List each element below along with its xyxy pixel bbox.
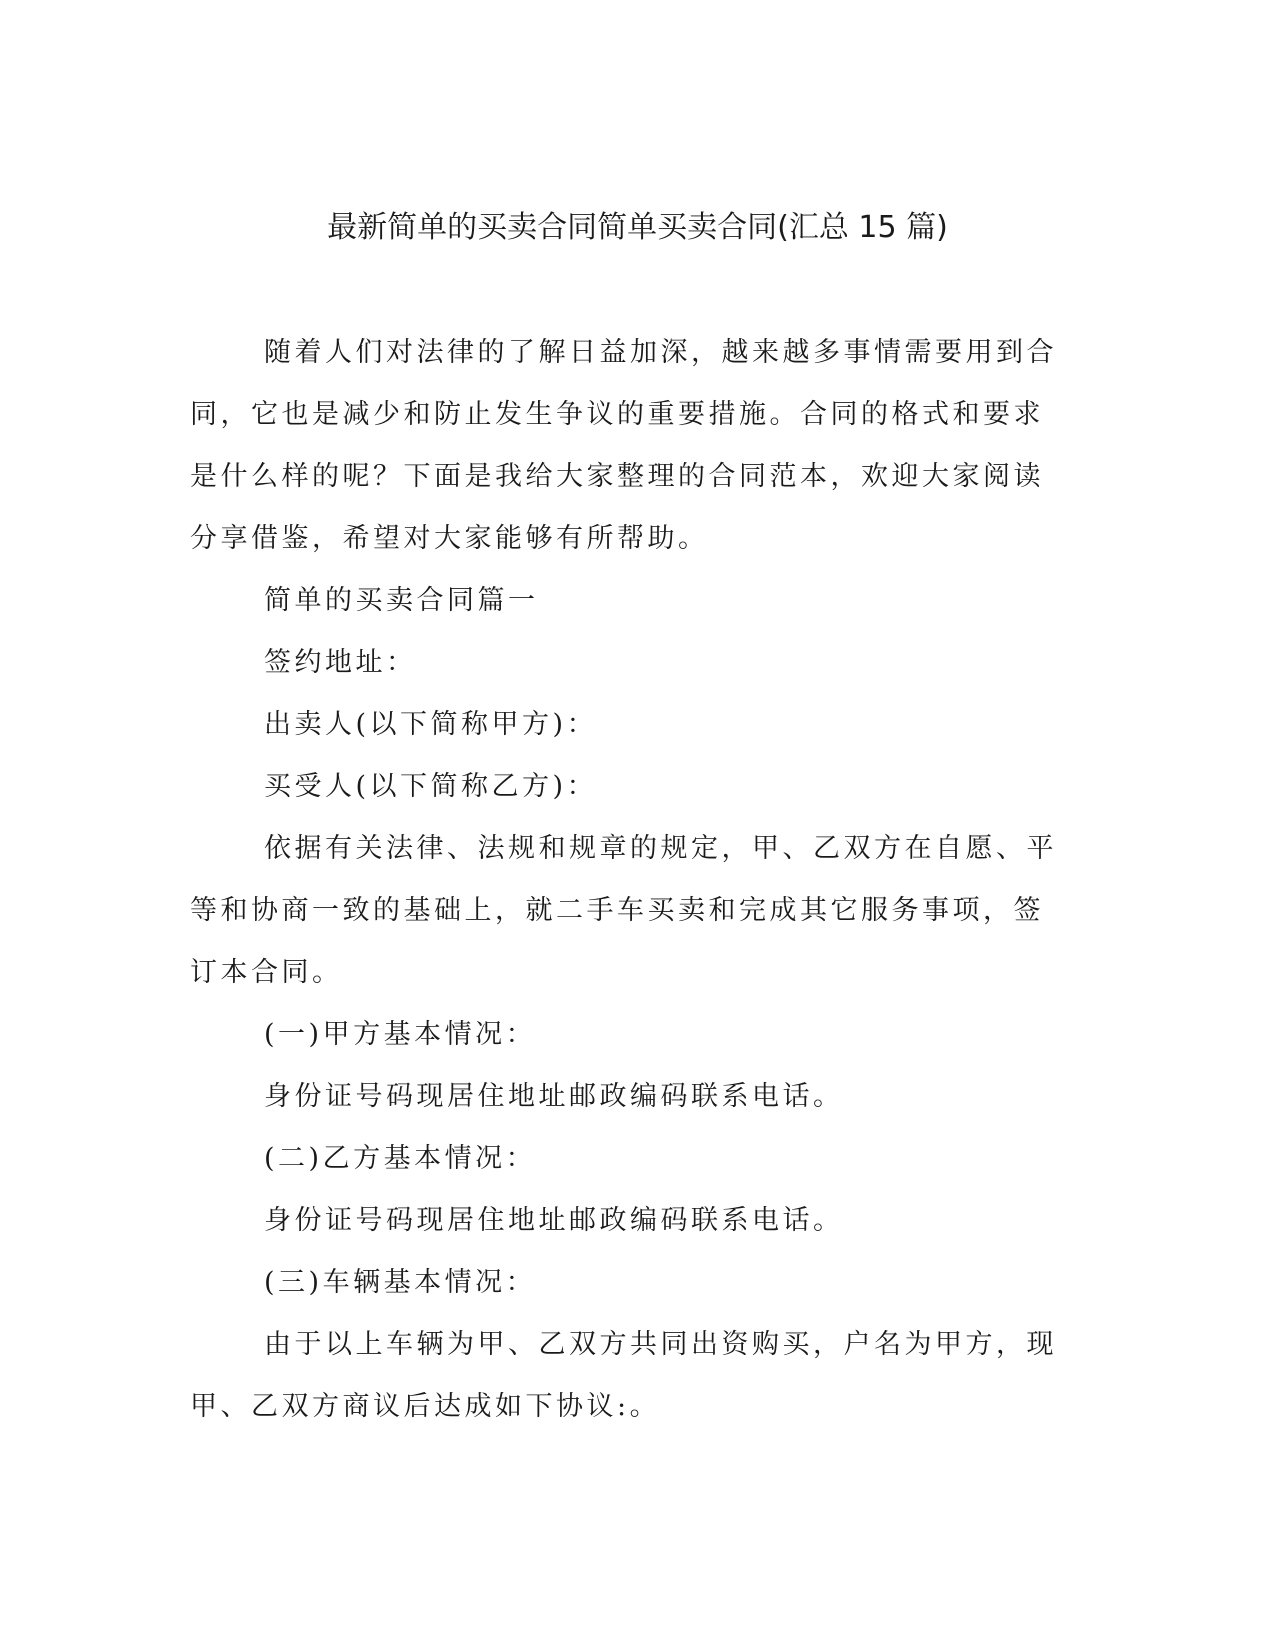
section-heading: 简单的买卖合同篇一 <box>264 585 539 616</box>
document-body <box>190 322 1070 1438</box>
seller-line: 出卖人(以下简称甲方)： <box>264 709 598 740</box>
party-a-heading: (一)甲方基本情况： <box>264 1019 537 1050</box>
vehicle-heading: (三)车辆基本情况： <box>264 1267 537 1298</box>
buyer-line: 买受人(以下简称乙方)： <box>264 771 598 802</box>
intro-paragraph: 随着人们对法律的了解日益加深，越来越多事情需要用到合同，它也是减少和防止发生争议的重要措施。合同的格式和要求是什么样的呢？下面是我给大家整理的合同范本，欢迎大家阅读分享借鉴，希望对大家能够有所帮助。 <box>190 337 1057 554</box>
party-a-fields: 身份证号码现居住地址邮政编码联系电话。 <box>264 1081 844 1112</box>
agreement-paragraph: 由于以上车辆为甲、乙双方共同出资购买，户名为甲方，现甲、乙双方商议后达成如下协议:。 <box>190 1329 1057 1422</box>
party-b-fields: 身份证号码现居住地址邮政编码联系电话。 <box>264 1205 844 1236</box>
basis-paragraph: 依据有关法律、法规和规章的规定，甲、乙双方在自愿、平等和协商一致的基础上，就二手车买卖和完成其它服务事项，签订本合同。 <box>190 833 1057 988</box>
party-b-heading: (二)乙方基本情况： <box>264 1143 537 1174</box>
document-title: 最新简单的买卖合同简单买卖合同(汇总 15 篇) <box>327 210 948 245</box>
sign-address-line: 签约地址： <box>264 647 417 678</box>
